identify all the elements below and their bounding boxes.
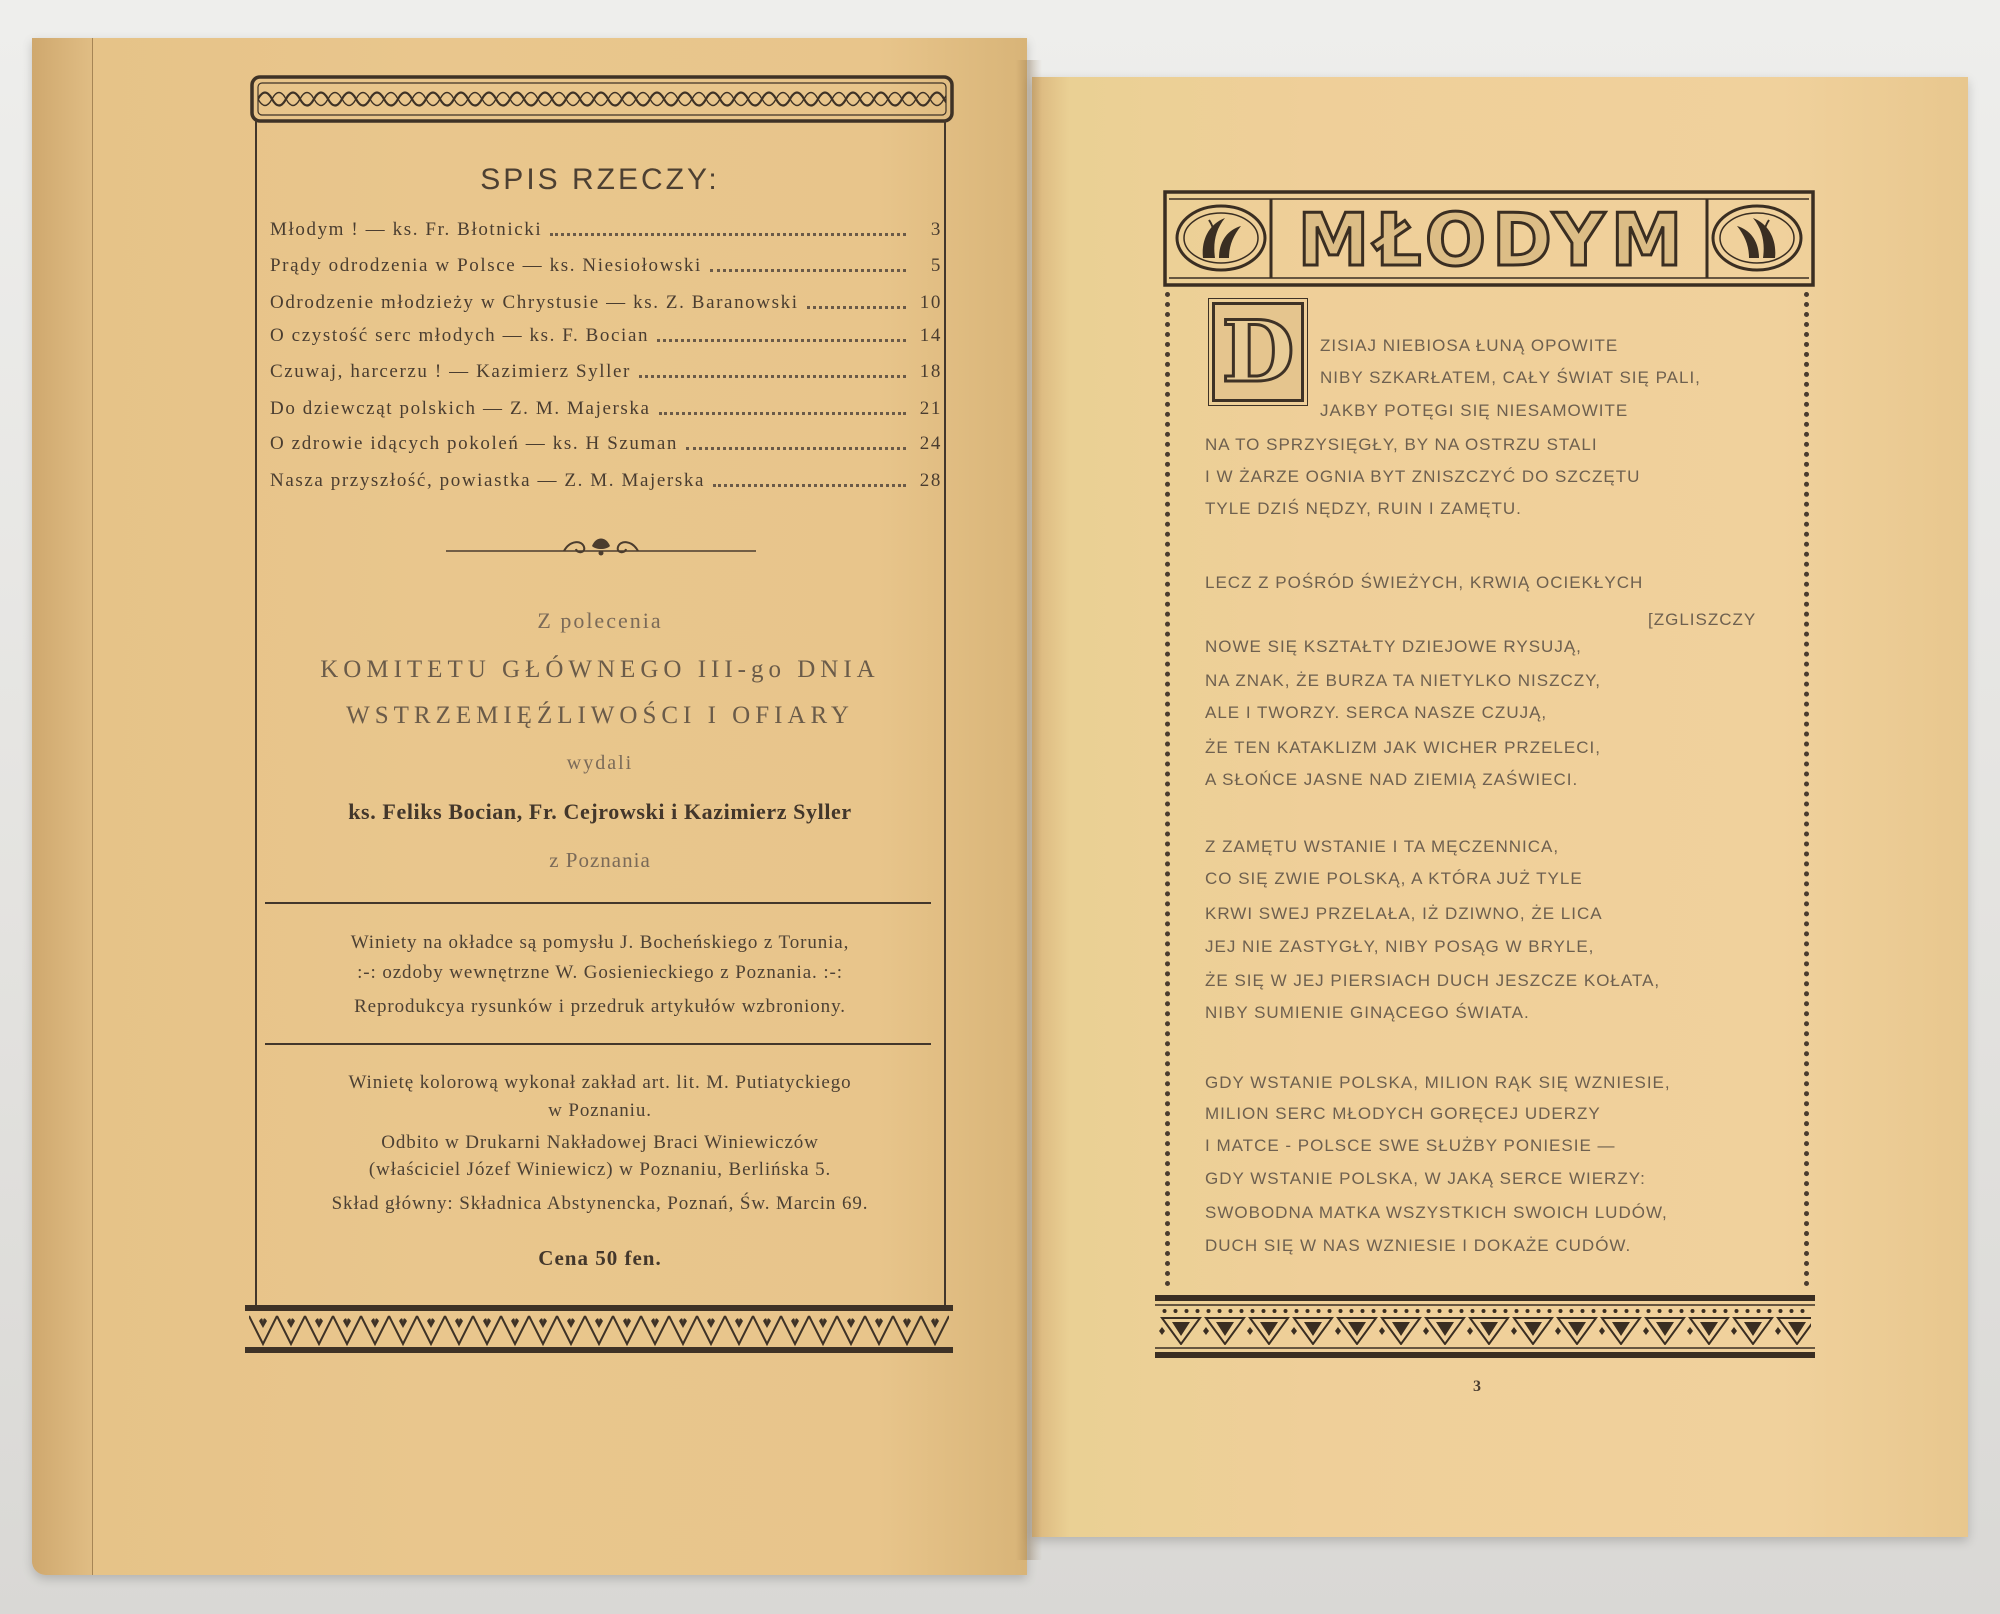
divider-ornament bbox=[446, 534, 756, 562]
poem-line: NIBY SZKARŁATEM, CAŁY ŚWIAT SIĘ PALI, bbox=[1320, 368, 1701, 387]
printing-line: Skład główny: Składnica Abstynencka, Poznań, Św. Marcin 69. bbox=[331, 1193, 869, 1214]
left-page-edge bbox=[32, 38, 93, 1575]
toc-entry bbox=[270, 433, 942, 455]
poem-line: A SŁOŃCE JASNE NAD ZIEMIĄ ZAŚWIECI. bbox=[1205, 770, 1579, 789]
poem-line: ŻE SIĘ W JEJ PIERSIACH DUCH JESZCZE KOŁATA, bbox=[1205, 971, 1661, 990]
toc-leader bbox=[686, 447, 906, 450]
bottom-triangle-ornament bbox=[1155, 1295, 1815, 1359]
page-number: 3 bbox=[1473, 1378, 1481, 1395]
credits-line: :-: ozdoby wewnętrzne W. Gosienieckiego z Poznania. :-: bbox=[357, 962, 843, 983]
poem-line: ZISIAJ NIEBIOSA ŁUNĄ OPOWITE bbox=[1320, 336, 1619, 355]
toc-entry-title: Nasza przyszłość, powiastka — Z. M. Majerska bbox=[270, 470, 705, 491]
poem-line: ŻE TEN KATAKLIZM JAK WICHER PRZELECI, bbox=[1205, 738, 1601, 757]
book-gutter bbox=[1016, 60, 1042, 1560]
poem-line: Z ZAMĘTU WSTANIE I TA MĘCZENNICA, bbox=[1205, 837, 1560, 856]
toc-leader bbox=[807, 306, 906, 309]
toc-entry bbox=[270, 292, 942, 314]
printing-line: Winietę kolorową wykonał zakład art. lit. M. Putiatyckiego bbox=[348, 1072, 852, 1093]
credits-line: Winiety na okładce są pomysłu J. Bocheńskiego z Torunia, bbox=[350, 932, 850, 953]
toc-entry-page: 18 bbox=[919, 361, 942, 382]
place: z Poznania bbox=[549, 848, 651, 872]
drop-cap: D bbox=[1212, 302, 1304, 402]
toc-entry-page: 21 bbox=[919, 398, 942, 419]
poem-line: KRWI SWEJ PRZELAŁA, IŻ DZIWNO, ŻE LICA bbox=[1205, 904, 1603, 923]
toc-entry-title: Młodym ! — ks. Fr. Błotnicki bbox=[270, 219, 543, 240]
separator-line bbox=[265, 1043, 931, 1045]
published-label: wydali bbox=[566, 752, 634, 774]
poem-line: ALE I TWORZY. SERCA NASZE CZUJĄ, bbox=[1205, 703, 1548, 722]
printing-line: Odbito w Drukarni Nakładowej Braci Winiewiczów bbox=[381, 1132, 819, 1153]
toc-entry-page: 3 bbox=[930, 219, 942, 240]
toc-entry-page: 10 bbox=[919, 292, 942, 313]
commission-line-2: WSTRZEMIĘŹLIWOŚCI I OFIARY bbox=[346, 702, 854, 729]
toc-entry-title: Czuwaj, harcerzu ! — Kazimierz Syller bbox=[270, 361, 631, 382]
toc-entry-title: Do dziewcząt polskich — Z. M. Majerska bbox=[270, 398, 651, 419]
toc-entry bbox=[270, 470, 942, 492]
toc-leader bbox=[639, 375, 906, 378]
toc-entry-page: 24 bbox=[919, 433, 942, 454]
poem-line: TYLE DZIŚ NĘDZY, RUIN I ZAMĘTU. bbox=[1205, 499, 1522, 518]
toc-entry bbox=[270, 255, 942, 277]
poem-frame-left-border bbox=[1165, 292, 1170, 1287]
toc-entry-page: 14 bbox=[919, 325, 942, 346]
poem-line: GDY WSTANIE POLSKA, MILION RĄK SIĘ WZNIESIE, bbox=[1205, 1073, 1671, 1092]
price: Cena 50 fen. bbox=[538, 1246, 662, 1270]
poem-line: JAKBY POTĘGI SIĘ NIESAMOWITE bbox=[1320, 401, 1629, 420]
toc-entry-page: 5 bbox=[930, 255, 942, 276]
toc-entry-title: O zdrowie idących pokoleń — ks. H Szuman bbox=[270, 433, 679, 454]
toc-entry-page: 28 bbox=[919, 470, 942, 491]
separator-line bbox=[265, 902, 931, 904]
poem-line: SWOBODNA MATKA WSZYSTKICH SWOICH LUDÓW, bbox=[1205, 1203, 1668, 1222]
poem-line: CO SIĘ ZWIE POLSKĄ, A KTÓRA JUŻ TYLE bbox=[1205, 869, 1583, 888]
editors: ks. Feliks Bocian, Fr. Cejrowski i Kazimierz Syller bbox=[348, 799, 852, 824]
toc-entry-title: Prądy odrodzenia w Polsce — ks. Niesiołowski bbox=[270, 255, 702, 276]
poem-title: MŁODYM bbox=[1297, 198, 1689, 282]
poem-line: NOWE SIĘ KSZTAŁTY DZIEJOWE RYSUJĄ, bbox=[1205, 637, 1582, 656]
toc-entry-title: Odrodzenie młodzieży w Chrystusie — ks. Z. Baranowski bbox=[270, 292, 799, 313]
commission-line-1: KOMITETU GŁÓWNEGO III-go DNIA bbox=[320, 656, 880, 683]
printing-line: w Poznaniu. bbox=[548, 1100, 652, 1121]
toc-entry bbox=[270, 325, 942, 347]
toc-leader bbox=[659, 412, 906, 415]
poem-line: MILION SERC MŁODYCH GORĘCEJ UDERZY bbox=[1205, 1104, 1601, 1123]
toc-leader bbox=[713, 484, 906, 487]
printing-line: (właściciel Józef Winiewicz) w Poznaniu, Berlińska 5. bbox=[368, 1159, 832, 1180]
poem-line: NA TO SPRZYSIĘGŁY, BY NA OSTRZU STALI bbox=[1205, 435, 1598, 454]
poem-line: LECZ Z POŚRÓD ŚWIEŻYCH, KRWIĄ OCIEKŁYCH bbox=[1205, 573, 1644, 592]
credits-line: Reprodukcya rysunków i przedruk artykułów wzbroniony. bbox=[354, 996, 846, 1017]
poem-line: NIBY SUMIENIE GINĄCEGO ŚWIATA. bbox=[1205, 1003, 1530, 1022]
toc-leader bbox=[710, 269, 906, 272]
toc-entry bbox=[270, 219, 942, 241]
top-wave-ornament bbox=[250, 74, 955, 124]
poem-line: I MATCE - POLSCE SWE SŁUŻBY PONIESIE — bbox=[1205, 1136, 1616, 1155]
poem-line: DUCH SIĘ W NAS WZNIESIE I DOKAŻE CUDÓW. bbox=[1205, 1236, 1632, 1255]
toc-entry-title: O czystość serc młodych — ks. F. Bocian bbox=[270, 325, 650, 346]
poem-frame-right-border bbox=[1804, 292, 1809, 1287]
toc-leader bbox=[550, 233, 906, 236]
poem-line-continuation: [ZGLISZCZY bbox=[1648, 610, 1757, 629]
toc-heading: SPIS RZECZY: bbox=[480, 163, 720, 196]
poem-line: I W ŻARZE OGNIA BYT ZNISZCZYĆ DO SZCZĘTU bbox=[1205, 467, 1641, 486]
toc-leader bbox=[657, 339, 906, 342]
bottom-heart-ornament bbox=[245, 1303, 953, 1355]
commission-intro: Z polecenia bbox=[537, 608, 663, 633]
poem-line: GDY WSTANIE POLSKA, W JAKĄ SERCE WIERZY: bbox=[1205, 1169, 1646, 1188]
poem-line: NA ZNAK, ŻE BURZA TA NIETYLKO NISZCZY, bbox=[1205, 671, 1602, 690]
poem-line: JEJ NIE ZASTYGŁY, NIBY POSĄG W BRYLE, bbox=[1205, 937, 1595, 956]
toc-entry bbox=[270, 398, 942, 420]
toc-entry bbox=[270, 361, 942, 383]
